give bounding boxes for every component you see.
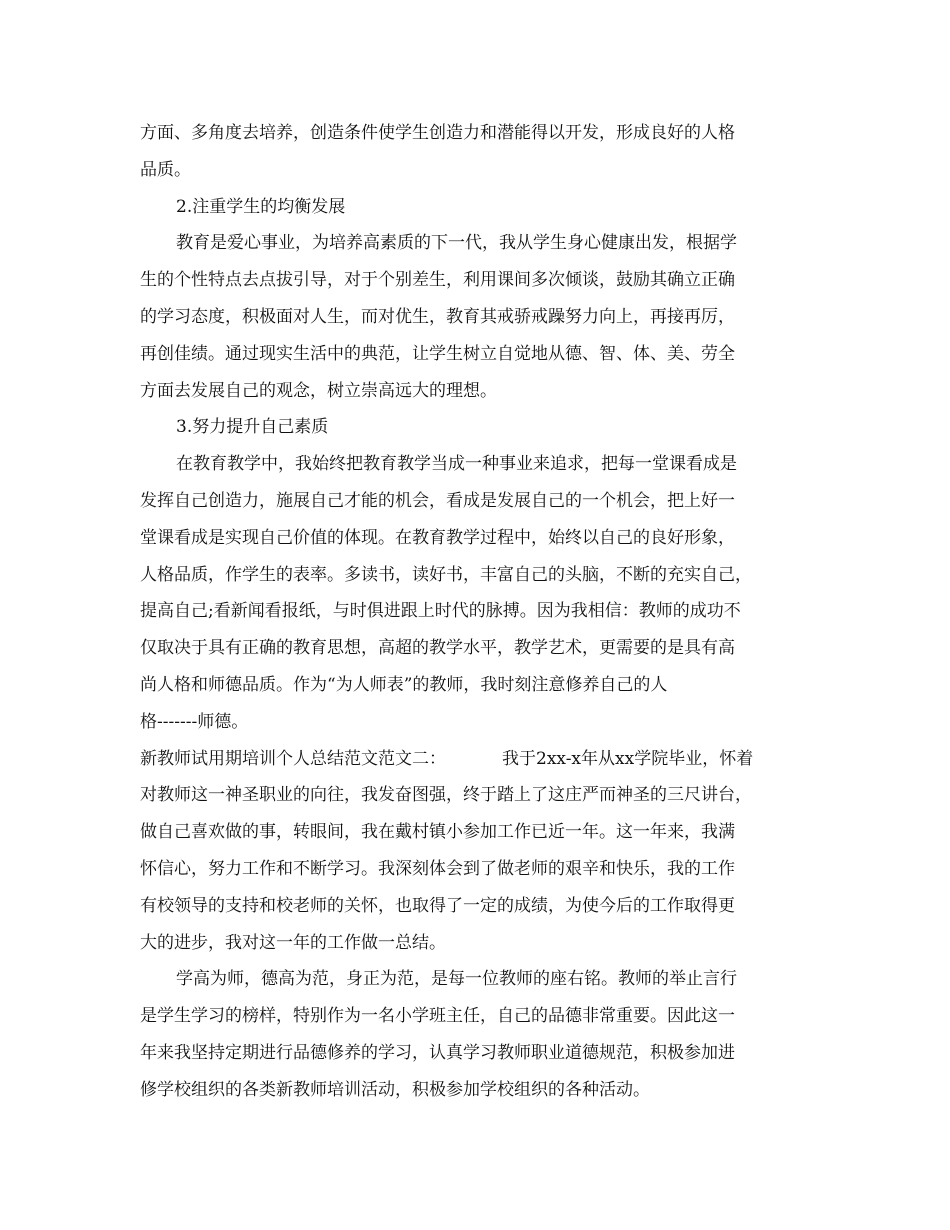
text-line: 年来我坚持定期进行品德修养的学习，认真学习教师职业道德规范，积极参加进: [140, 1042, 735, 1063]
section-heading: 3.努力提升自己素质: [176, 417, 329, 438]
text-line: 生的个性特点去点拔引导，对于个别差生，利用课间多次倾谈，鼓励其确立正确: [140, 270, 735, 291]
text-line: 品质。: [140, 159, 191, 180]
text-line: 格-------师德。: [140, 711, 249, 732]
text-line: 对教师这一神圣职业的向往，我发奋图强，终于踏上了这庄严而神圣的三尺讲台，: [140, 785, 752, 806]
text-line: 尚人格和师德品质。作为“为人师表”的教师，我时刻注意修养自己的人: [140, 674, 668, 695]
text-line: 再创佳绩。通过现实生活中的典范，让学生树立自觉地从德、智、体、美、劳全: [140, 343, 735, 364]
text-line: 是学生学习的榜样，特别作为一名小学班主任，自己的品德非常重要。因此这一: [140, 1006, 735, 1027]
text-line: 教育是爱心事业，为培养高素质的下一代，我从学生身心健康出发，根据学: [176, 233, 737, 254]
text-line: 的学习态度，积极面对人生，而对优生，教育其戒骄戒躁努力向上，再接再厉，: [140, 306, 735, 327]
text-line: 发挥自己创造力，施展自己才能的机会，看成是发展自己的一个机会，把上好一: [140, 490, 735, 511]
text-line: 在教育教学中，我始终把教育教学当成一种事业来追求，把每一堂课看成是: [176, 454, 737, 475]
text-line: 堂课看成是实现自己价值的体现。在教育教学过程中，始终以自己的良好形象，: [140, 527, 735, 548]
text-line: 修学校组织的各类新教师培训活动，积极参加学校组织的各种活动。: [140, 1079, 650, 1100]
text-line: 有校领导的支持和校老师的关怀，也取得了一定的成绩，为使今后的工作取得更: [140, 895, 735, 916]
document-page: [140, 115, 810, 1109]
text-line: 学高为师，德高为范，身正为范，是每一位教师的座右铭。教师的举止言行: [176, 969, 737, 990]
section-heading: 2.注重学生的均衡发展: [176, 196, 346, 217]
text-line: 方面、多角度去培养，创造条件使学生创造力和潜能得以开发，形成良好的人格: [140, 123, 735, 143]
text-line: 做自己喜欢做的事，转眼间，我在戴村镇小参加工作已近一年。这一年来，我满: [140, 822, 735, 843]
text-line: 仅取决于具有正确的教育思想，高超的教学水平，教学艺术，更需要的是具有高: [140, 638, 735, 659]
text-line: [140, 741, 810, 778]
document-title: 新教师试用期培训个人总结范文范文二：: [140, 748, 446, 769]
text-line: 大的进步，我对这一年的工作做一总结。: [140, 932, 446, 953]
text-line: 人格品质，作学生的表率。多读书，读好书，丰富自己的头脑，不断的充实自己，: [140, 564, 752, 585]
text-line: 怀信心，努力工作和不断学习。我深刻体会到了做老师的艰辛和快乐，我的工作: [140, 858, 735, 879]
text-line: 提高自己;看新闻看报纸，与时俱进跟上时代的脉搏。因为我相信：教师的成功不: [140, 601, 741, 622]
text-line: 我于2xx-x年从xx学院毕业，怀着: [502, 748, 754, 769]
text-line: 方面去发展自己的观念，树立崇高远大的理想。: [140, 380, 497, 401]
